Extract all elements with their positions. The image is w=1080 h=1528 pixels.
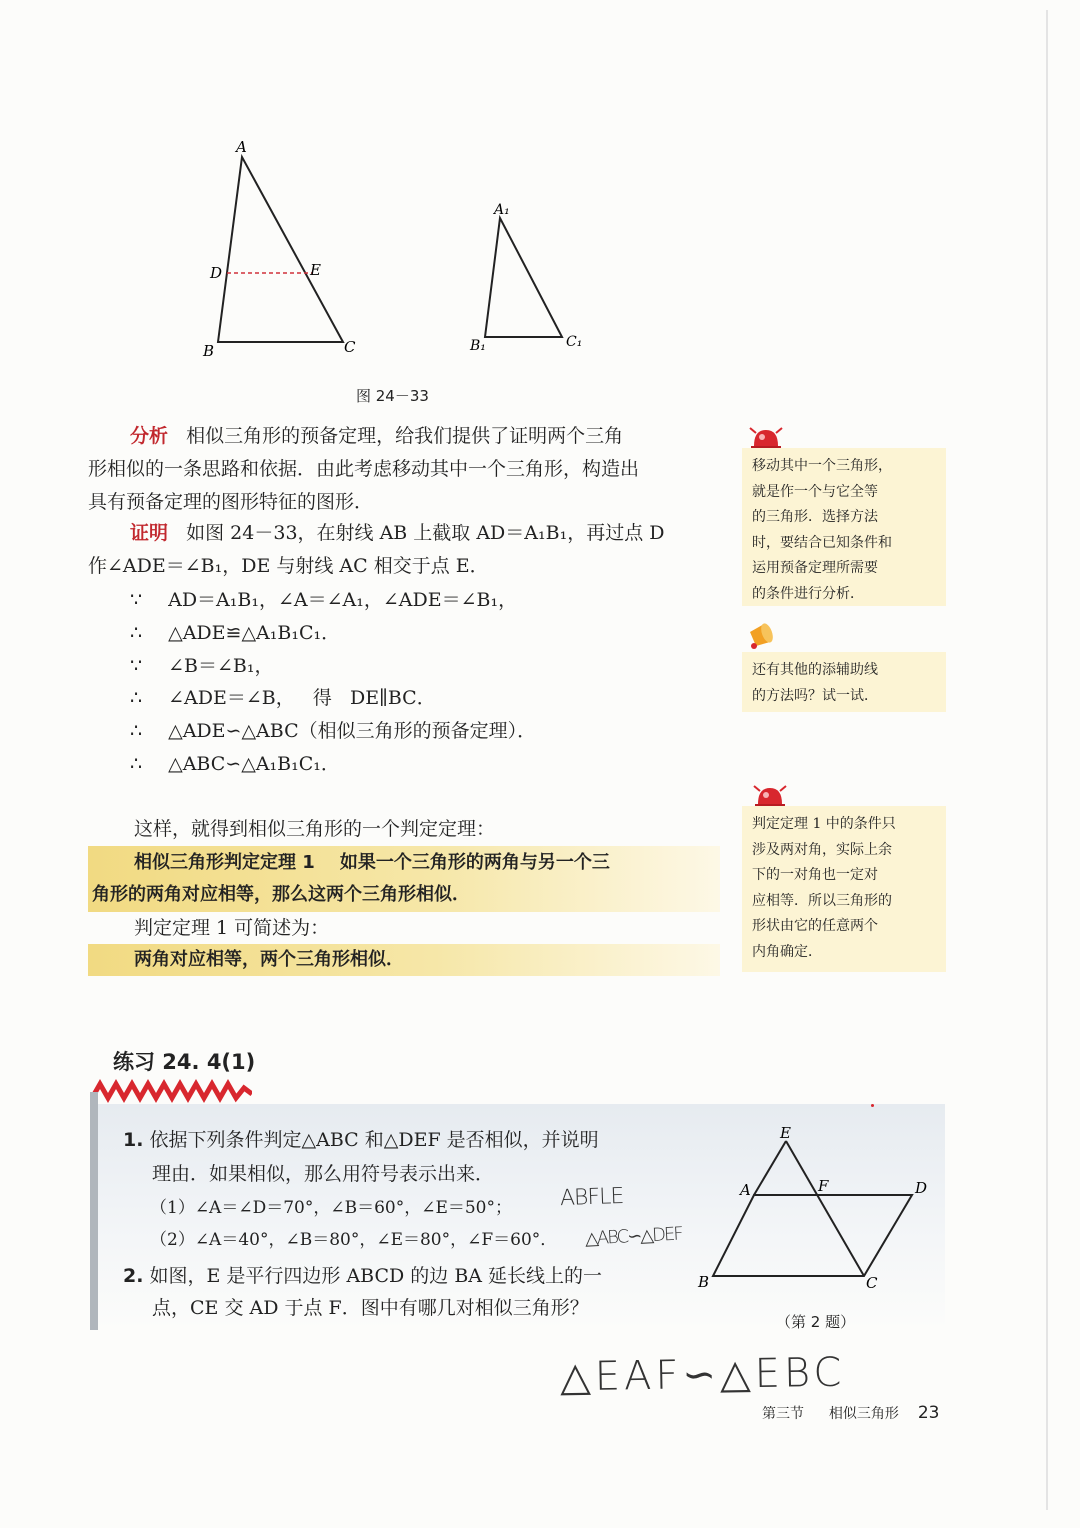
label-c1: C₁: [566, 334, 583, 350]
note-line: 判定定理 1 中的条件只: [752, 816, 896, 832]
note-line: 内角确定．: [752, 943, 822, 960]
side-note-1: [742, 448, 946, 606]
footer-chapter: 相似三角形: [828, 1406, 899, 1422]
side-note-3: [742, 806, 946, 972]
q2-number: 2.: [123, 1265, 144, 1287]
note-line: 涉及两对角，实际上余: [752, 841, 892, 858]
handwritten-answer-1: ABFLE: [559, 1183, 624, 1212]
note-line: 形状由它的任意两个: [752, 918, 878, 935]
label-a1: A₁: [494, 202, 510, 218]
q2-text-1: 如图，E 是平行四边形 ABCD 的边 BA 延长线上的一: [149, 1265, 603, 1287]
step-text: AD＝A₁B₁，∠A＝∠A₁，∠ADE＝∠B₁，: [168, 589, 518, 611]
note-line: 还有其他的添辅助线: [752, 662, 878, 678]
handwritten-answer-2: △ABC∽△DEF: [584, 1223, 683, 1250]
theorem-short-intro: 判定定理 1 可简述为：: [134, 917, 330, 939]
label-b1: B₁: [470, 338, 486, 354]
theorem-short-box: [88, 944, 720, 976]
label-b: B: [203, 342, 215, 360]
proof-step: [130, 617, 340, 650]
theorem-short: 两角对应相等，两个三角形相似．: [134, 949, 404, 970]
theorem-line1: 相似三角形判定定理 1 如果一个三角形的两角与另一个三: [134, 852, 610, 873]
figure-problem-2: [690, 1120, 940, 1295]
proof-step: [130, 650, 273, 683]
note-line: 移动其中一个三角形，: [752, 458, 892, 474]
analysis-line1: [130, 420, 623, 453]
exercise-title: 练习 24. 4(1): [113, 1050, 256, 1074]
label-d: D: [915, 1179, 928, 1197]
analysis-line2: 形相似的一条思路和依据．由此考虑移动其中一个三角形，构造出: [88, 458, 640, 480]
side-note-2: [742, 652, 946, 712]
horn-icon: [746, 620, 780, 652]
figure-caption: （第 2 题）: [776, 1313, 856, 1331]
handwritten-answer-3: △EAF∽△EBC: [559, 1349, 846, 1401]
step-text: △ABC∽△A₁B₁C₁．: [168, 753, 340, 775]
label-d: D: [210, 264, 223, 282]
label-c: C: [866, 1274, 878, 1292]
theorem-intro: 这样，就得到相似三角形的一个判定定理：: [134, 818, 496, 840]
analysis-label: 分析: [130, 425, 169, 447]
proof-step: [130, 748, 340, 781]
proof-step: [130, 584, 517, 617]
q1-number: 1.: [123, 1129, 144, 1151]
analysis-line3: 具有预备定理的图形特征的图形．: [88, 491, 374, 513]
proof-line1: [130, 517, 664, 550]
theorem-line2: 角形的两角对应相等，那么这两个三角形相似．: [92, 884, 470, 905]
segment-ec: [786, 1141, 864, 1276]
proof-step: [130, 715, 536, 748]
note-line: 的三角形．选择方法: [752, 509, 878, 526]
theorem-box: [88, 846, 720, 912]
note-line: 运用预备定理所需要: [752, 560, 878, 577]
proof-text-1: 如图 24－33，在射线 AB 上截取 AD＝A₁B₁，再过点 D: [186, 522, 665, 544]
step-text: ∠ADE＝∠B， 得 DE∥BC．: [168, 687, 436, 709]
parallelogram-abcd: [713, 1195, 912, 1276]
stray-mark: [871, 1104, 874, 1107]
label-e: E: [780, 1124, 791, 1142]
proof-label: 证明: [130, 522, 169, 544]
step-symbol: ∴: [130, 753, 143, 775]
step-symbol: ∵: [130, 655, 143, 677]
step-symbol: ∴: [130, 720, 143, 742]
q1-line2: 理由．如果相似，那么用符号表示出来．: [152, 1163, 495, 1185]
label-c: C: [344, 338, 356, 356]
note-line: 就是作一个与它全等: [752, 483, 878, 500]
q1-part-b: （2）∠A＝40°，∠B＝80°，∠E＝80°，∠F＝60°．: [150, 1230, 558, 1250]
exercise-side-bar: [90, 1092, 98, 1330]
note-line: 应相等．所以三角形的: [752, 892, 892, 909]
step-symbol: ∴: [130, 622, 143, 644]
figure-caption: 图 24－33: [356, 387, 429, 405]
step-symbol: ∴: [130, 687, 143, 709]
step-text: △ADE∽△ABC（相似三角形的预备定理）．: [168, 720, 537, 742]
footer: [762, 1403, 939, 1423]
segment-eb: [754, 1141, 786, 1195]
page-edge-shadow: [1046, 10, 1048, 1510]
q1-text-1: 依据下列条件判定△ABC 和△DEF 是否相似，并说明: [149, 1129, 599, 1151]
proof-line2: 作∠ADE＝∠B₁，DE 与射线 AC 相交于点 E．: [88, 555, 489, 577]
step-text: ∠B＝∠B₁，: [168, 655, 274, 677]
q1-line1: [123, 1124, 599, 1157]
zigzag-decoration: [92, 1074, 252, 1104]
note-line: 下的一对角也一定对: [752, 867, 878, 884]
note-line: 时，要结合已知条件和: [752, 534, 892, 551]
analysis-text-1: 相似三角形的预备定理，给我们提供了证明两个三角: [186, 425, 624, 447]
q2-line1: [123, 1260, 602, 1293]
note-line: 的方法吗？试一试．: [752, 687, 878, 704]
step-text: △ADE≌△A₁B₁C₁．: [168, 622, 341, 644]
figure-24-33: [190, 130, 610, 365]
footer-section: 第三节: [762, 1406, 804, 1422]
page-number: 23: [917, 1403, 940, 1423]
q2-line2: 点，CE 交 AD 于点 F．图中有哪几对相似三角形？: [152, 1297, 589, 1319]
label-f: F: [818, 1177, 829, 1195]
proof-step: [130, 682, 436, 715]
label-a: A: [740, 1181, 751, 1199]
step-symbol: ∵: [130, 589, 143, 611]
label-a: A: [236, 138, 247, 156]
triangle-a1b1c1: [485, 218, 562, 337]
q1-part-a: （1）∠A＝∠D＝70°，∠B＝60°，∠E＝50°；: [150, 1198, 512, 1218]
label-b: B: [698, 1273, 710, 1291]
label-e: E: [310, 261, 321, 279]
triangle-abc: [218, 157, 343, 342]
note-line: 的条件进行分析．: [752, 585, 864, 602]
